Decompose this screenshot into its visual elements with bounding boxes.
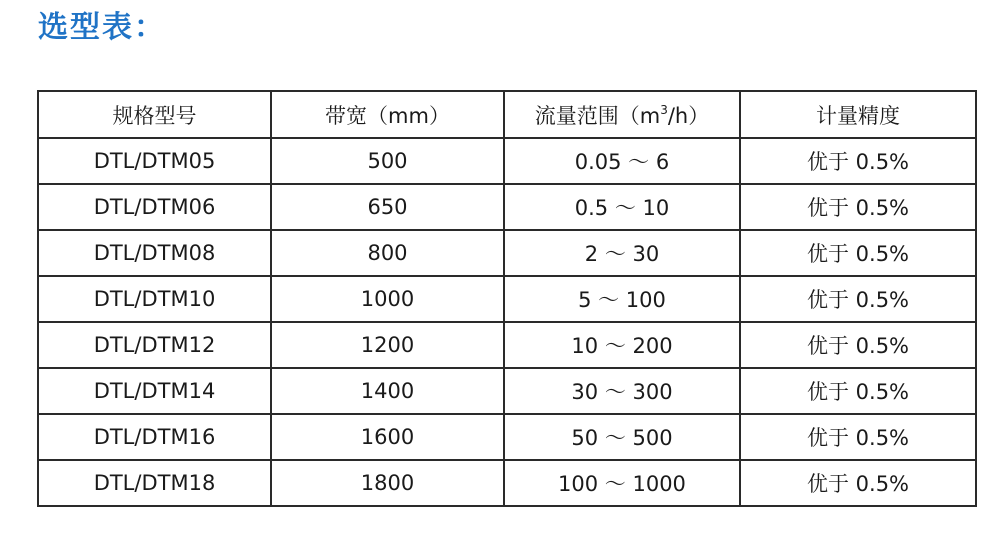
cell-model: DTL/DTM18 <box>38 460 271 506</box>
cell-accuracy: 优于 0.5% <box>740 138 976 184</box>
cell-flow-range: 100 ～ 1000 <box>504 460 740 506</box>
table-row <box>38 460 976 506</box>
header-flow-suffix: /h） <box>667 103 710 128</box>
cell-accuracy: 优于 0.5% <box>740 460 976 506</box>
selection-table <box>37 90 977 507</box>
cell-flow-range: 5 ～ 100 <box>504 276 740 322</box>
cell-accuracy: 优于 0.5% <box>740 230 976 276</box>
cell-belt-width: 1000 <box>271 276 504 322</box>
table-row <box>38 138 976 184</box>
header-belt-width: 带宽（mm） <box>271 91 504 138</box>
table-row <box>38 414 976 460</box>
table-header-row <box>38 91 976 138</box>
page-title: 选型表： <box>38 10 166 45</box>
cell-belt-width: 1600 <box>271 414 504 460</box>
cell-flow-range: 50 ～ 500 <box>504 414 740 460</box>
cell-accuracy: 优于 0.5% <box>740 414 976 460</box>
header-flow-superscript: 3 <box>660 102 668 117</box>
cell-flow-range: 0.05 ～ 6 <box>504 138 740 184</box>
cell-belt-width: 650 <box>271 184 504 230</box>
cell-model: DTL/DTM16 <box>38 414 271 460</box>
table-row <box>38 184 976 230</box>
cell-model: DTL/DTM05 <box>38 138 271 184</box>
cell-belt-width: 800 <box>271 230 504 276</box>
cell-accuracy: 优于 0.5% <box>740 322 976 368</box>
cell-model: DTL/DTM08 <box>38 230 271 276</box>
header-flow-prefix: 流量范围（m <box>534 103 661 128</box>
table-row <box>38 276 976 322</box>
cell-belt-width: 1800 <box>271 460 504 506</box>
header-model: 规格型号 <box>38 91 271 138</box>
cell-accuracy: 优于 0.5% <box>740 276 976 322</box>
cell-model: DTL/DTM14 <box>38 368 271 414</box>
table-row <box>38 230 976 276</box>
cell-belt-width: 1400 <box>271 368 504 414</box>
table-row <box>38 322 976 368</box>
cell-flow-range: 30 ～ 300 <box>504 368 740 414</box>
cell-accuracy: 优于 0.5% <box>740 368 976 414</box>
cell-flow-range: 10 ～ 200 <box>504 322 740 368</box>
cell-flow-range: 2 ～ 30 <box>504 230 740 276</box>
header-accuracy: 计量精度 <box>740 91 976 138</box>
cell-model: DTL/DTM06 <box>38 184 271 230</box>
cell-belt-width: 500 <box>271 138 504 184</box>
cell-flow-range: 0.5 ～ 10 <box>504 184 740 230</box>
header-flow-range <box>504 91 740 138</box>
cell-accuracy: 优于 0.5% <box>740 184 976 230</box>
table-row <box>38 368 976 414</box>
cell-model: DTL/DTM10 <box>38 276 271 322</box>
cell-belt-width: 1200 <box>271 322 504 368</box>
cell-model: DTL/DTM12 <box>38 322 271 368</box>
